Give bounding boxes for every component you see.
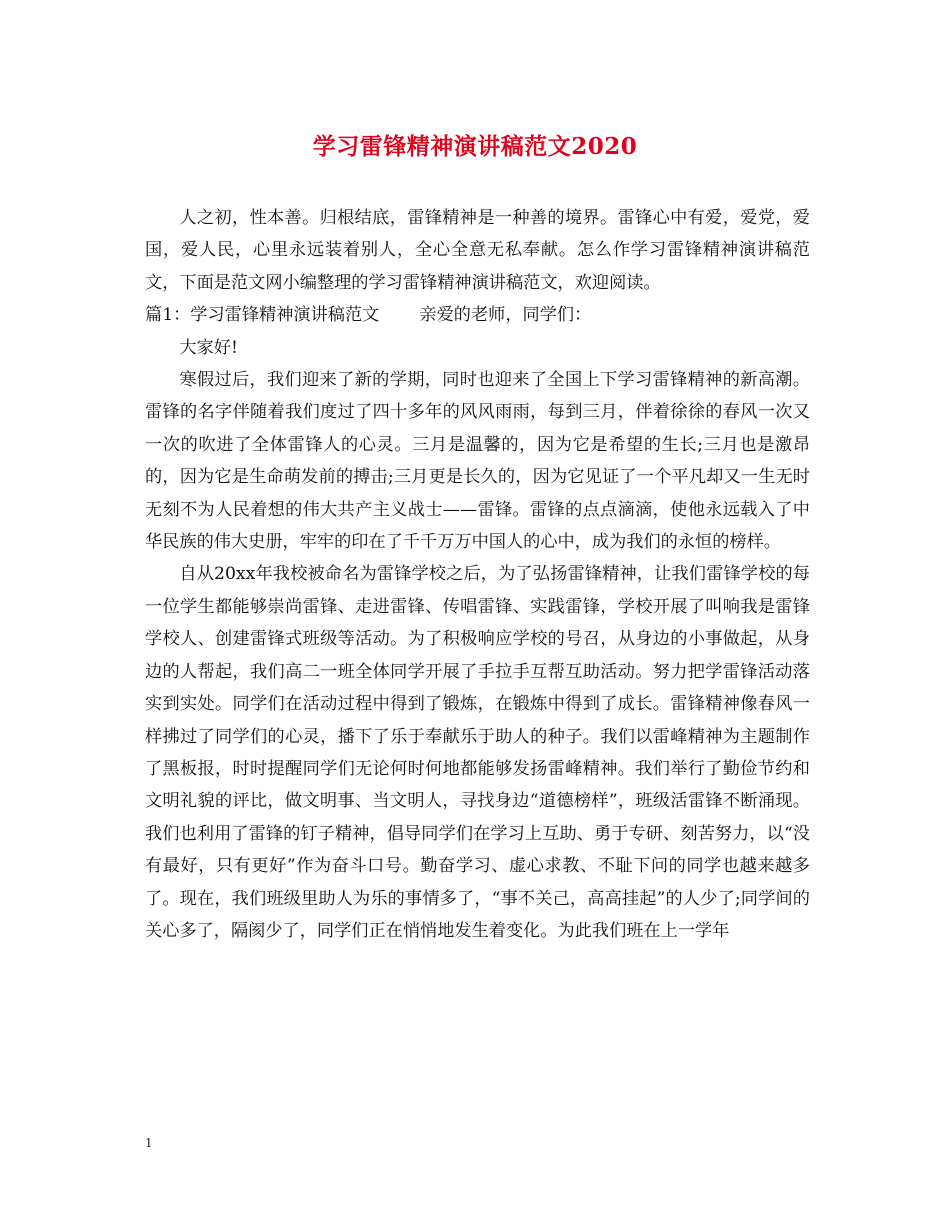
- salutation: 亲爱的老师，同学们：: [419, 305, 592, 326]
- intro-paragraph: 人之初，性本善。归根结底，雷锋精神是一种善的境界。雷锋心中有爱，爱党，爱国，爱人民，心里永远装着别人，全心全意无私奉献。怎么作学习雷锋精神演讲稿范文，下面是范文网小编整理的学习雷锋精神演讲稿范文，欢迎阅读。: [145, 208, 810, 293]
- section-heading-line: [145, 299, 810, 331]
- page-number: 1: [145, 1136, 153, 1150]
- document-title: 学习雷锋精神演讲稿范文2020: [312, 133, 638, 160]
- greeting: 大家好!: [179, 337, 238, 358]
- section-heading: 篇1：学习雷锋精神演讲稿范文: [145, 305, 380, 326]
- body-paragraph-1: 寒假过后，我们迎来了新的学期，同时也迎来了全国上下学习雷锋精神的新高潮。雷锋的名字伴随着我们度过了四十多年的风风雨雨，每到三月，伴着徐徐的春风一次又一次的吹进了全体雷锋人的心灵。三月是温馨的，因为它是希望的生长;三月也是激昂的，因为它是生命萌发前的搏击;三月更是长久的，因为它见证了一个平凡却又一生无时无刻不为人民着想的伟大共产主义战士——雷锋。雷锋的点点滴滴，使他永远载入了中华民族的伟大史册，牢牢的印在了千千万万中国人的心中，成为我们的永恒的榜样。: [145, 370, 810, 553]
- body-paragraph-2: 自从20xx年我校被命名为雷锋学校之后，为了弘扬雷锋精神，让我们雷锋学校的每一位学生都能够崇尚雷锋、走进雷锋、传唱雷锋、实践雷锋，学校开展了叫响我是雷锋学校人、创建雷锋式班级等活动。为了积极响应学校的号召，从身边的小事做起，从身边的人帮起，我们高二一班全体同学开展了手拉手互帮互助活动。努力把学雷锋活动落实到实处。同学们在活动过程中得到了锻炼，在锻炼中得到了成长。雷锋精神像春风一样拂过了同学们的心灵，播下了乐于奉献乐于助人的种子。我们以雷峰精神为主题制作了黑板报，时时提醒同学们无论何时何地都能够发扬雷峰精神。我们举行了勤俭节约和文明礼貌的评比，做文明事、当文明人，寻找身边“道德榜样”，班级活雷锋不断涌现。我们也利用了雷锋的钉子精神，倡导同学们在学习上互助、勇于专研、刻苦努力，以“没有最好，只有更好”作为奋斗口号。勤奋学习、虚心求教、不耻下问的同学也越来越多了。现在，我们班级里助人为乐的事情多了，“事不关己，高高挂起”的人少了;同学间的关心多了，隔阂少了，同学们正在悄悄地发生着变化。为此我们班在上一学年: [145, 564, 810, 941]
- document-body: [145, 202, 810, 947]
